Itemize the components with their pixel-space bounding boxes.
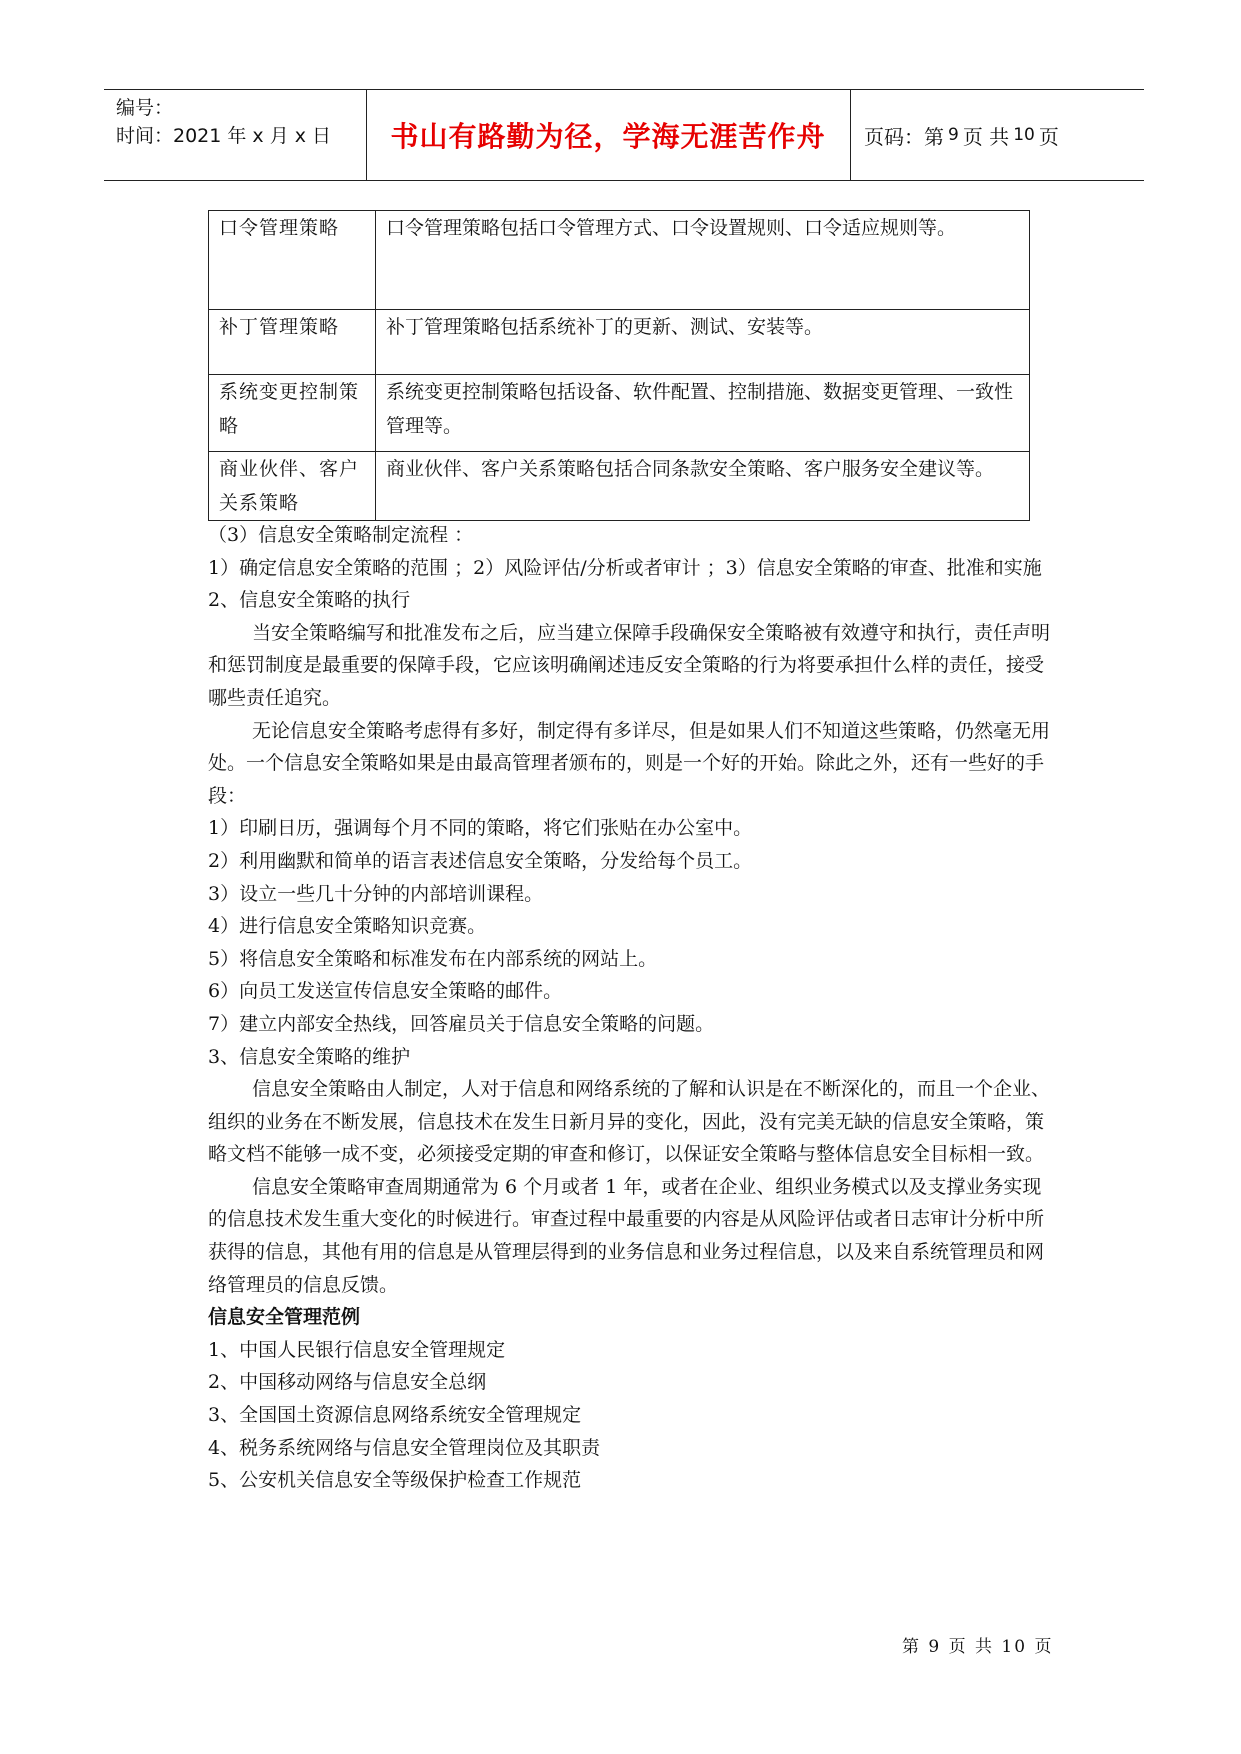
examples-heading: 信息安全管理范例 [208, 1306, 361, 1329]
policy-table [208, 210, 1030, 521]
list-item: 6）向员工发送宣传信息安全策略的邮件。 [208, 980, 563, 1003]
flow-heading: （3）信息安全策略制定流程 ： [208, 524, 474, 546]
header-motto: 书山有路勤为径，学海无涯苦作舟 [390, 120, 826, 153]
list-item: 2）利用幽默和简单的语言表述信息安全策略，分发给每个员工。 [208, 849, 753, 872]
policy-name: 补丁管理策略 [209, 310, 376, 375]
policy-desc: 口令管理策略包括口令管理方式、口令设置规则、口令适应规则等。 [376, 211, 1030, 310]
paragraph: 当安全策略编写和批准发布之后，应当建立保障手段确保安全策略被有效遵守和执行，责任声明和惩罚制度是最重要的保障手段，它应该明确阐述违反安全策略的行为将要承担什么样的责任，接受哪些责任追究。 [208, 621, 1051, 709]
paragraph: 信息安全策略由人制定，人对于信息和网络系统的了解和认识是在不断深化的，而且一个企业、组织的业务在不断发展，信息技术在发生日新月异的变化，因此，没有完美无缺的信息安全策略，策略文档不能够一成不变，必须接受定期的审查和修订，以保证安全策略与整体信息安全目标相一致。 [208, 1078, 1051, 1166]
time-label: 时间：2021 年 x 月 x 日 [116, 125, 332, 147]
list-item: 3、全国国土资源信息网络系统安全管理规定 [208, 1404, 582, 1427]
list-item: 5、公安机关信息安全等级保护检查工作规范 [208, 1469, 582, 1492]
list-item: 5）将信息安全策略和标准发布在内部系统的网站上。 [208, 947, 658, 970]
page-prefix: 页码：第 [864, 124, 944, 149]
paragraph: 无论信息安全策略考虑得有多好，制定得有多详尽，但是如果人们不知道这些策略，仍然毫无用处。一个信息安全策略如果是由最高管理者颁布的，则是一个好的开始。除此之外，还有一些好的手段： [208, 719, 1051, 807]
section-heading-maintenance: 3、信息安全策略的维护 [208, 1045, 411, 1068]
section-heading-execution: 2、信息安全策略的执行 [208, 589, 411, 612]
header-meta [116, 94, 366, 150]
list-item: 4、税务系统网络与信息安全管理岗位及其职责 [208, 1436, 601, 1459]
list-item: 3）设立一些几十分钟的内部培训课程。 [208, 882, 544, 905]
page-header [104, 89, 1144, 181]
page-footer: 第 9 页 共 10 页 [902, 1637, 1054, 1657]
policy-desc: 补丁管理策略包括系统补丁的更新、测试、安装等。 [376, 310, 1030, 375]
table-row [209, 452, 1030, 521]
list-item: 2、中国移动网络与信息安全总纲 [208, 1371, 487, 1394]
policy-desc: 商业伙伴、客户关系策略包括合同条款安全策略、客户服务安全建议等。 [376, 452, 1030, 521]
table-row [209, 310, 1030, 375]
policy-name: 系统变更控制策略 [209, 375, 376, 452]
page-current: 9 [948, 125, 959, 145]
policy-name: 商业伙伴、客户关系策略 [209, 452, 376, 521]
header-page-number [864, 90, 1059, 180]
list-item: 1、中国人民银行信息安全管理规定 [208, 1338, 506, 1361]
paragraph: 信息安全策略审查周期通常为 6 个月或者 1 年，或者在企业、组织业务模式以及支撑业务实现的信息技术发生重大变化的时候进行。审查过程中最重要的内容是从风险评估或者日志审计分析中所获得的信息，其他有用的信息是从管理层得到的业务信息和业务过程信息，以及来自系统管理员和网络管理员的信息反馈。 [208, 1175, 1045, 1296]
table-row [209, 375, 1030, 452]
serial-label: 编号： [116, 97, 174, 119]
page-suffix: 页 [1038, 124, 1059, 149]
document-body [208, 519, 1058, 1497]
policy-name: 口令管理策略 [209, 211, 376, 310]
page-mid: 页 共 [962, 124, 1010, 149]
table-row [209, 211, 1030, 310]
list-item: 4）进行信息安全策略知识竞赛。 [208, 915, 487, 938]
flow-steps: 1）确定信息安全策略的范围 ；2）风险评估/分析或者审计 ；3）信息安全策略的审查、批准和实施 [208, 556, 1042, 579]
list-item: 1）印刷日历，强调每个月不同的策略，将它们张贴在办公室中。 [208, 817, 753, 840]
list-item: 7）建立内部安全热线，回答雇员关于信息安全策略的问题。 [208, 1012, 715, 1035]
page-total: 10 [1013, 125, 1035, 145]
policy-desc: 系统变更控制策略包括设备、软件配置、控制措施、数据变更管理、一致性管理等。 [376, 375, 1030, 452]
header-divider-right [850, 90, 851, 180]
